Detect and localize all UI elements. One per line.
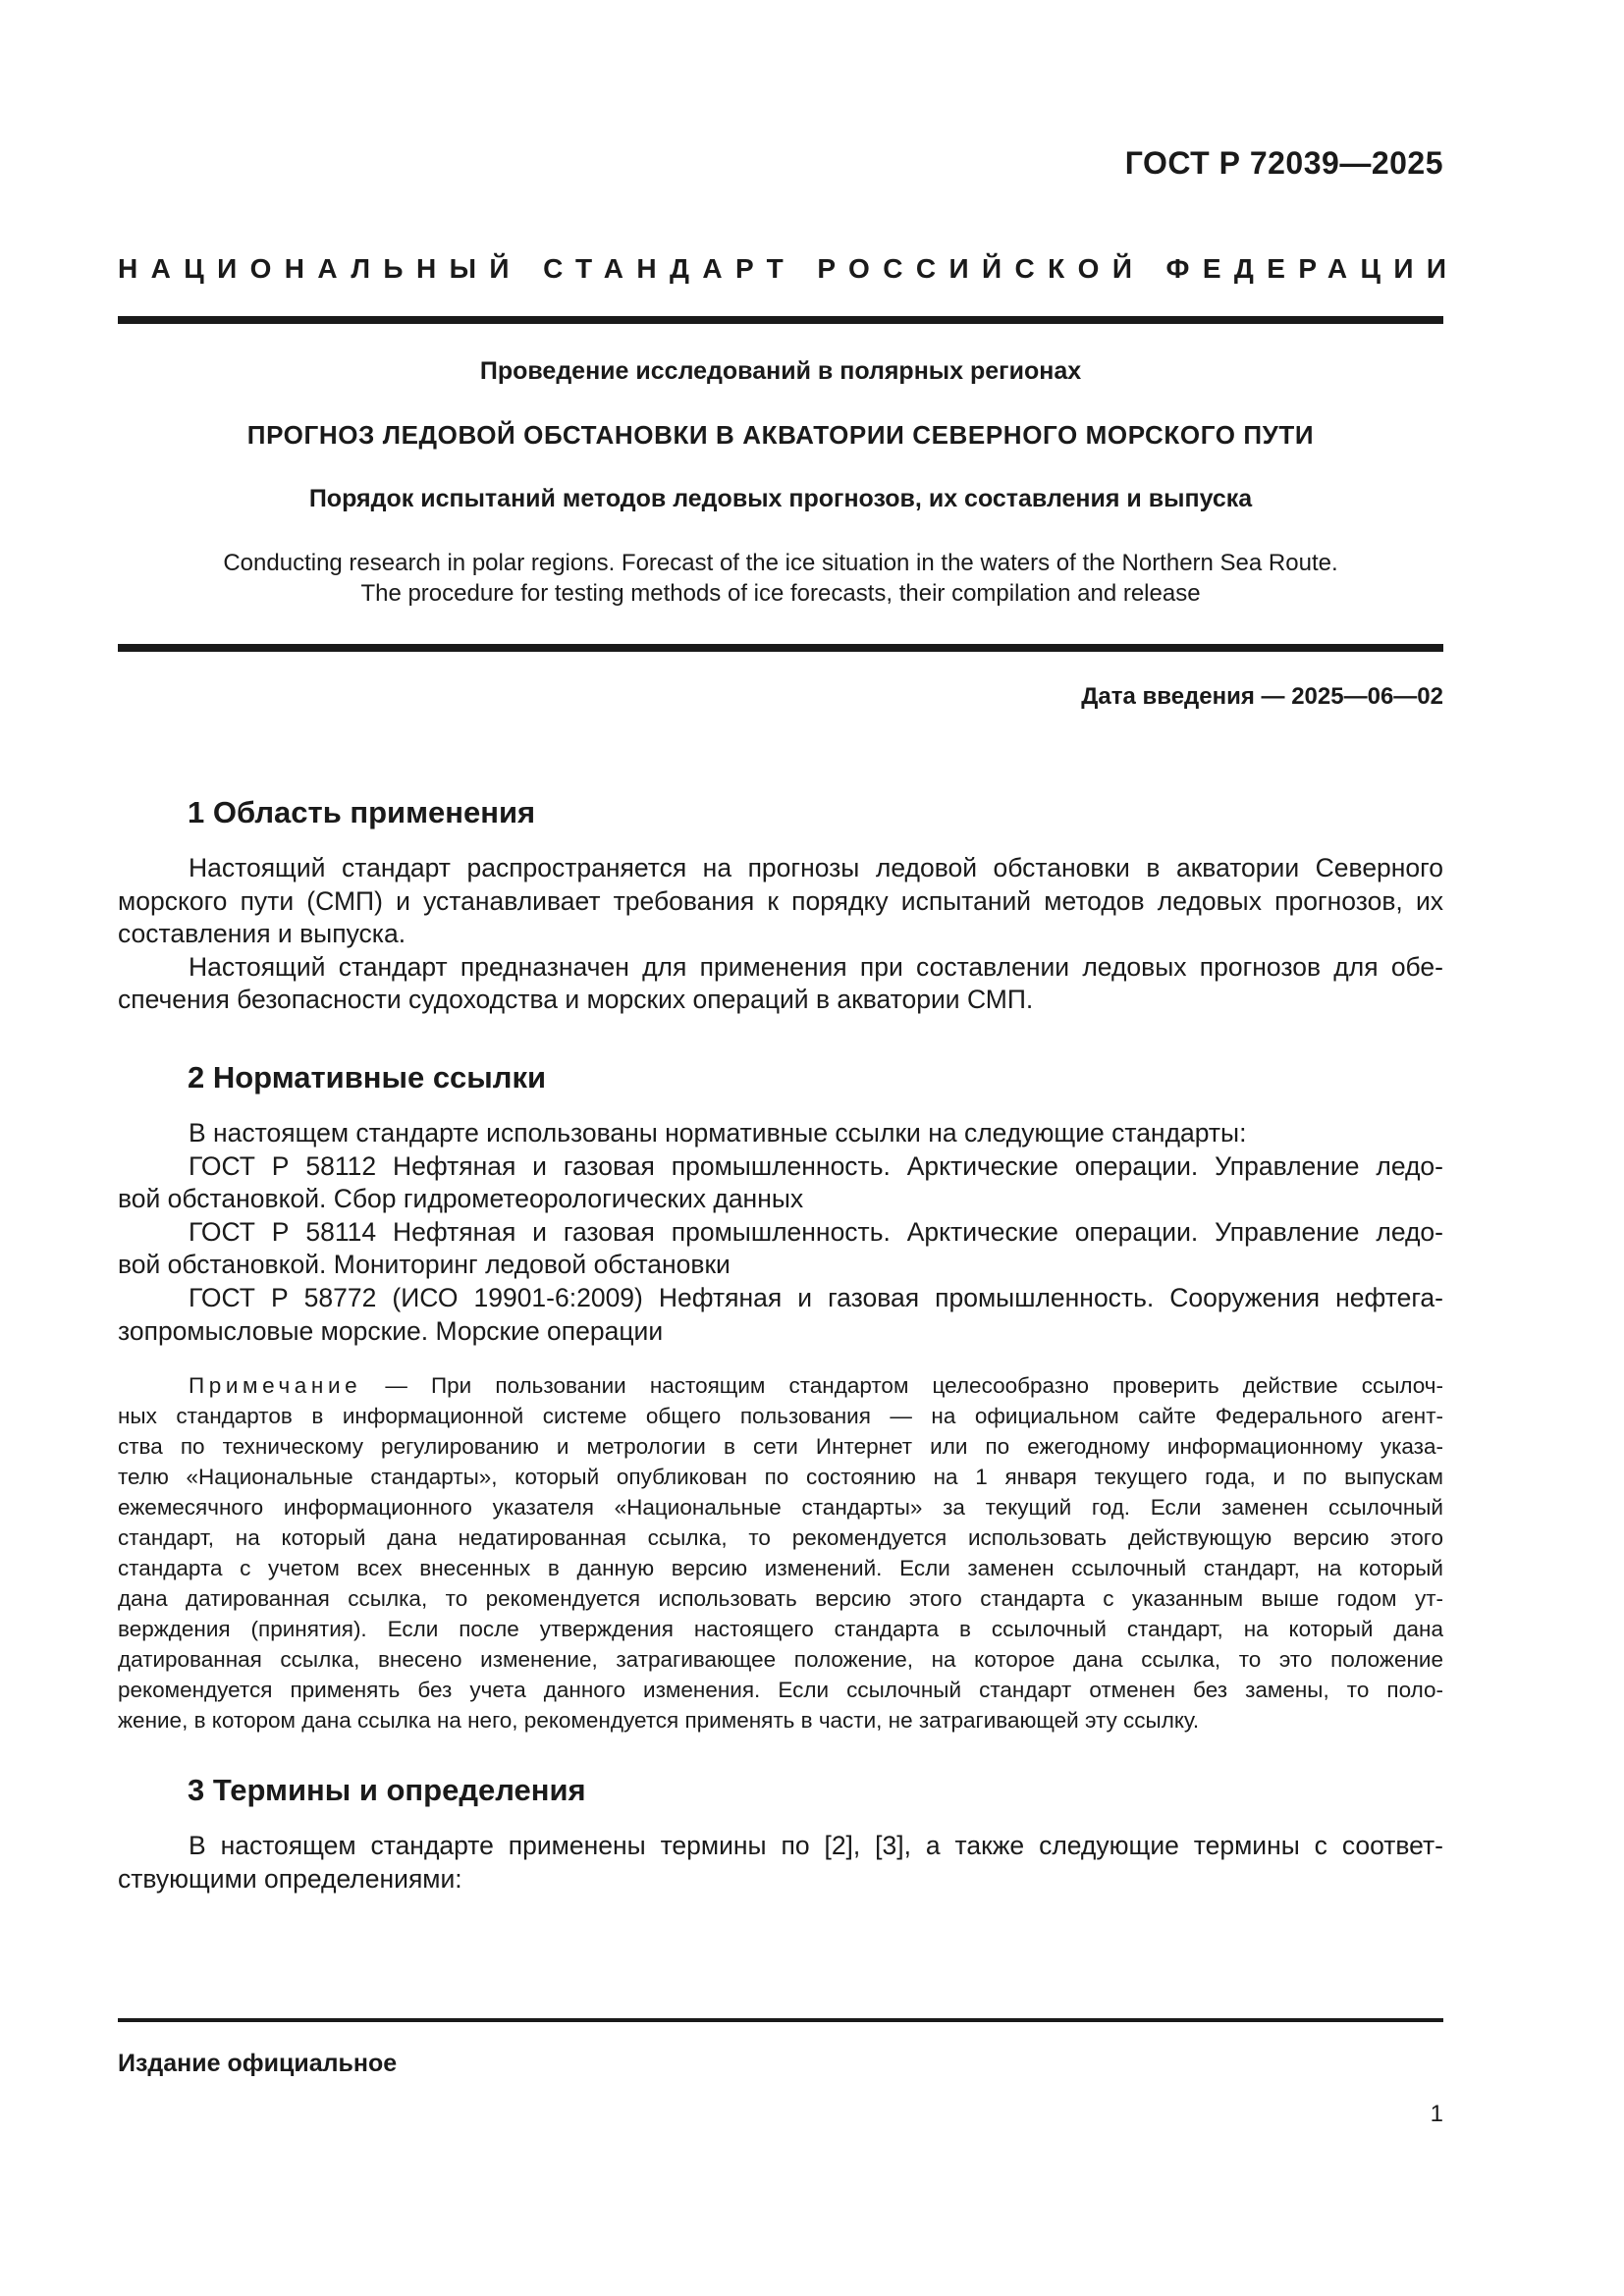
section1-body <box>118 852 1443 1017</box>
text-line: Настоящий стандарт предназначен для применения при составлении ледовых прогнозов для обе- <box>189 951 1443 982</box>
section2-body <box>118 1117 1443 1348</box>
reference-line: вой обстановкой. Сбор гидрометеорологических данных <box>118 1184 804 1214</box>
title-subtitle: Проведение исследований в полярных регионах <box>479 357 1082 385</box>
title-english-line1: Conducting research in polar regions. Forecast of the ice situation in the waters of the Northern Sea Route. <box>223 550 1338 576</box>
reference-line: ГОСТ Р 58114 Нефтяная и газовая промышленность. Арктические операции. Управление ледо- <box>189 1216 1443 1247</box>
section2-heading: 2 Нормативные ссылки <box>188 1060 547 1095</box>
note-text: — При пользовании настоящим стандартом целесообразно проверить действие ссылоч- <box>385 1373 1443 1398</box>
text-line: морского пути (СМП) и устанавливает требования к порядку испытаний методов ледовых прогнозов, их <box>118 885 1443 916</box>
text-line: спечения безопасности судоходства и морских операций в акватории СМП. <box>118 985 1034 1015</box>
text-line: Настоящий стандарт распространяется на прогнозы ледовой обстановки в акватории Северного <box>189 853 1443 882</box>
note-line: ства по техническому регулированию и метрологии в сети Интернет или по ежегодному информационному указа- <box>118 1434 1443 1459</box>
title-main: ПРОГНОЗ ЛЕДОВОЙ ОБСТАНОВКИ В АКВАТОРИИ СЕВЕРНОГО МОРСКОГО ПУТИ <box>246 420 1315 450</box>
page-number: 1 <box>1430 2101 1443 2127</box>
note-line: дана датированная ссылка, то рекомендуется использовать версию этого стандарта с указанным выше годом ут- <box>118 1586 1443 1611</box>
note-line: телю «Национальные стандарты», который опубликован по состоянию на 1 января текущего года, и по выпускам <box>118 1465 1443 1489</box>
note-line: стандарт, на который дана недатированная ссылка, то рекомендуется использовать действующую версию этого <box>118 1525 1443 1550</box>
title-divider <box>118 644 1443 652</box>
note-line: жение, в котором дана ссылка на него, рекомендуется применять в части, не затрагивающей эту ссылку. <box>118 1708 1200 1733</box>
document-number: ГОСТ Р 72039—2025 <box>1124 145 1443 181</box>
official-edition-label: Издание официальное <box>118 2050 398 2077</box>
national-standard-banner: НАЦИОНАЛЬНЫЙ СТАНДАРТ РОССИЙСКОЙ ФЕДЕРАЦИИ <box>118 253 1460 284</box>
note-label: Примечание <box>189 1373 362 1398</box>
note-line: ежемесячного информационного указателя «Национальные стандарты» за текущий год. Если заменен ссылочный <box>118 1495 1443 1520</box>
text-line: В настоящем стандарте применены термины по [2], [3], а также следующие термины с соответ- <box>189 1831 1443 1860</box>
text-line: составления и выпуска. <box>118 919 406 949</box>
section3-heading: 3 Термины и определения <box>188 1773 586 1807</box>
note-line: датированная ссылка, внесено изменение, затрагивающее положение, на которое дана ссылка, то это положение <box>118 1647 1443 1672</box>
title-procedure: Порядок испытаний методов ледовых прогнозов, их составления и выпуска <box>308 485 1253 512</box>
section1-heading: 1 Область применения <box>188 795 536 829</box>
note-line: ных стандартов в информационной системе общего пользования — на официальном сайте Федерального агент- <box>118 1404 1443 1428</box>
reference-line: вой обстановкой. Мониторинг ледовой обстановки <box>118 1250 731 1280</box>
section2-note <box>118 1370 1443 1735</box>
section3-body <box>118 1830 1443 1896</box>
top-divider <box>118 316 1443 324</box>
introduction-date: Дата введения — 2025—06—02 <box>1081 683 1443 710</box>
text-line: ствующими определениями: <box>118 1863 462 1894</box>
note-line: рекомендуется применять без учета данного изменения. Если ссылочный стандарт отменен без замены, то поло- <box>118 1678 1443 1702</box>
text-line: В настоящем стандарте использованы нормативные ссылки на следующие стандарты: <box>189 1118 1247 1148</box>
reference-line: ГОСТ Р 58112 Нефтяная и газовая промышленность. Арктические операции. Управление ледо- <box>189 1150 1443 1181</box>
note-line: верждения (принятия). Если после утверждения настоящего стандарта в ссылочный стандарт, на который дана <box>118 1617 1443 1641</box>
title-english-line2: The procedure for testing methods of ice forecasts, their compilation and release <box>360 580 1201 607</box>
reference-line: зопромысловые морские. Морские операции <box>118 1315 664 1346</box>
footer-divider <box>118 2018 1443 2022</box>
note-line: стандарта с учетом всех внесенных в данную версию изменений. Если заменен ссылочный стандарт, на который <box>118 1556 1443 1580</box>
note-line <box>118 1370 1443 1401</box>
reference-line: ГОСТ Р 58772 (ИСО 19901-6:2009) Нефтяная и газовая промышленность. Сооружения нефтега- <box>189 1282 1443 1312</box>
